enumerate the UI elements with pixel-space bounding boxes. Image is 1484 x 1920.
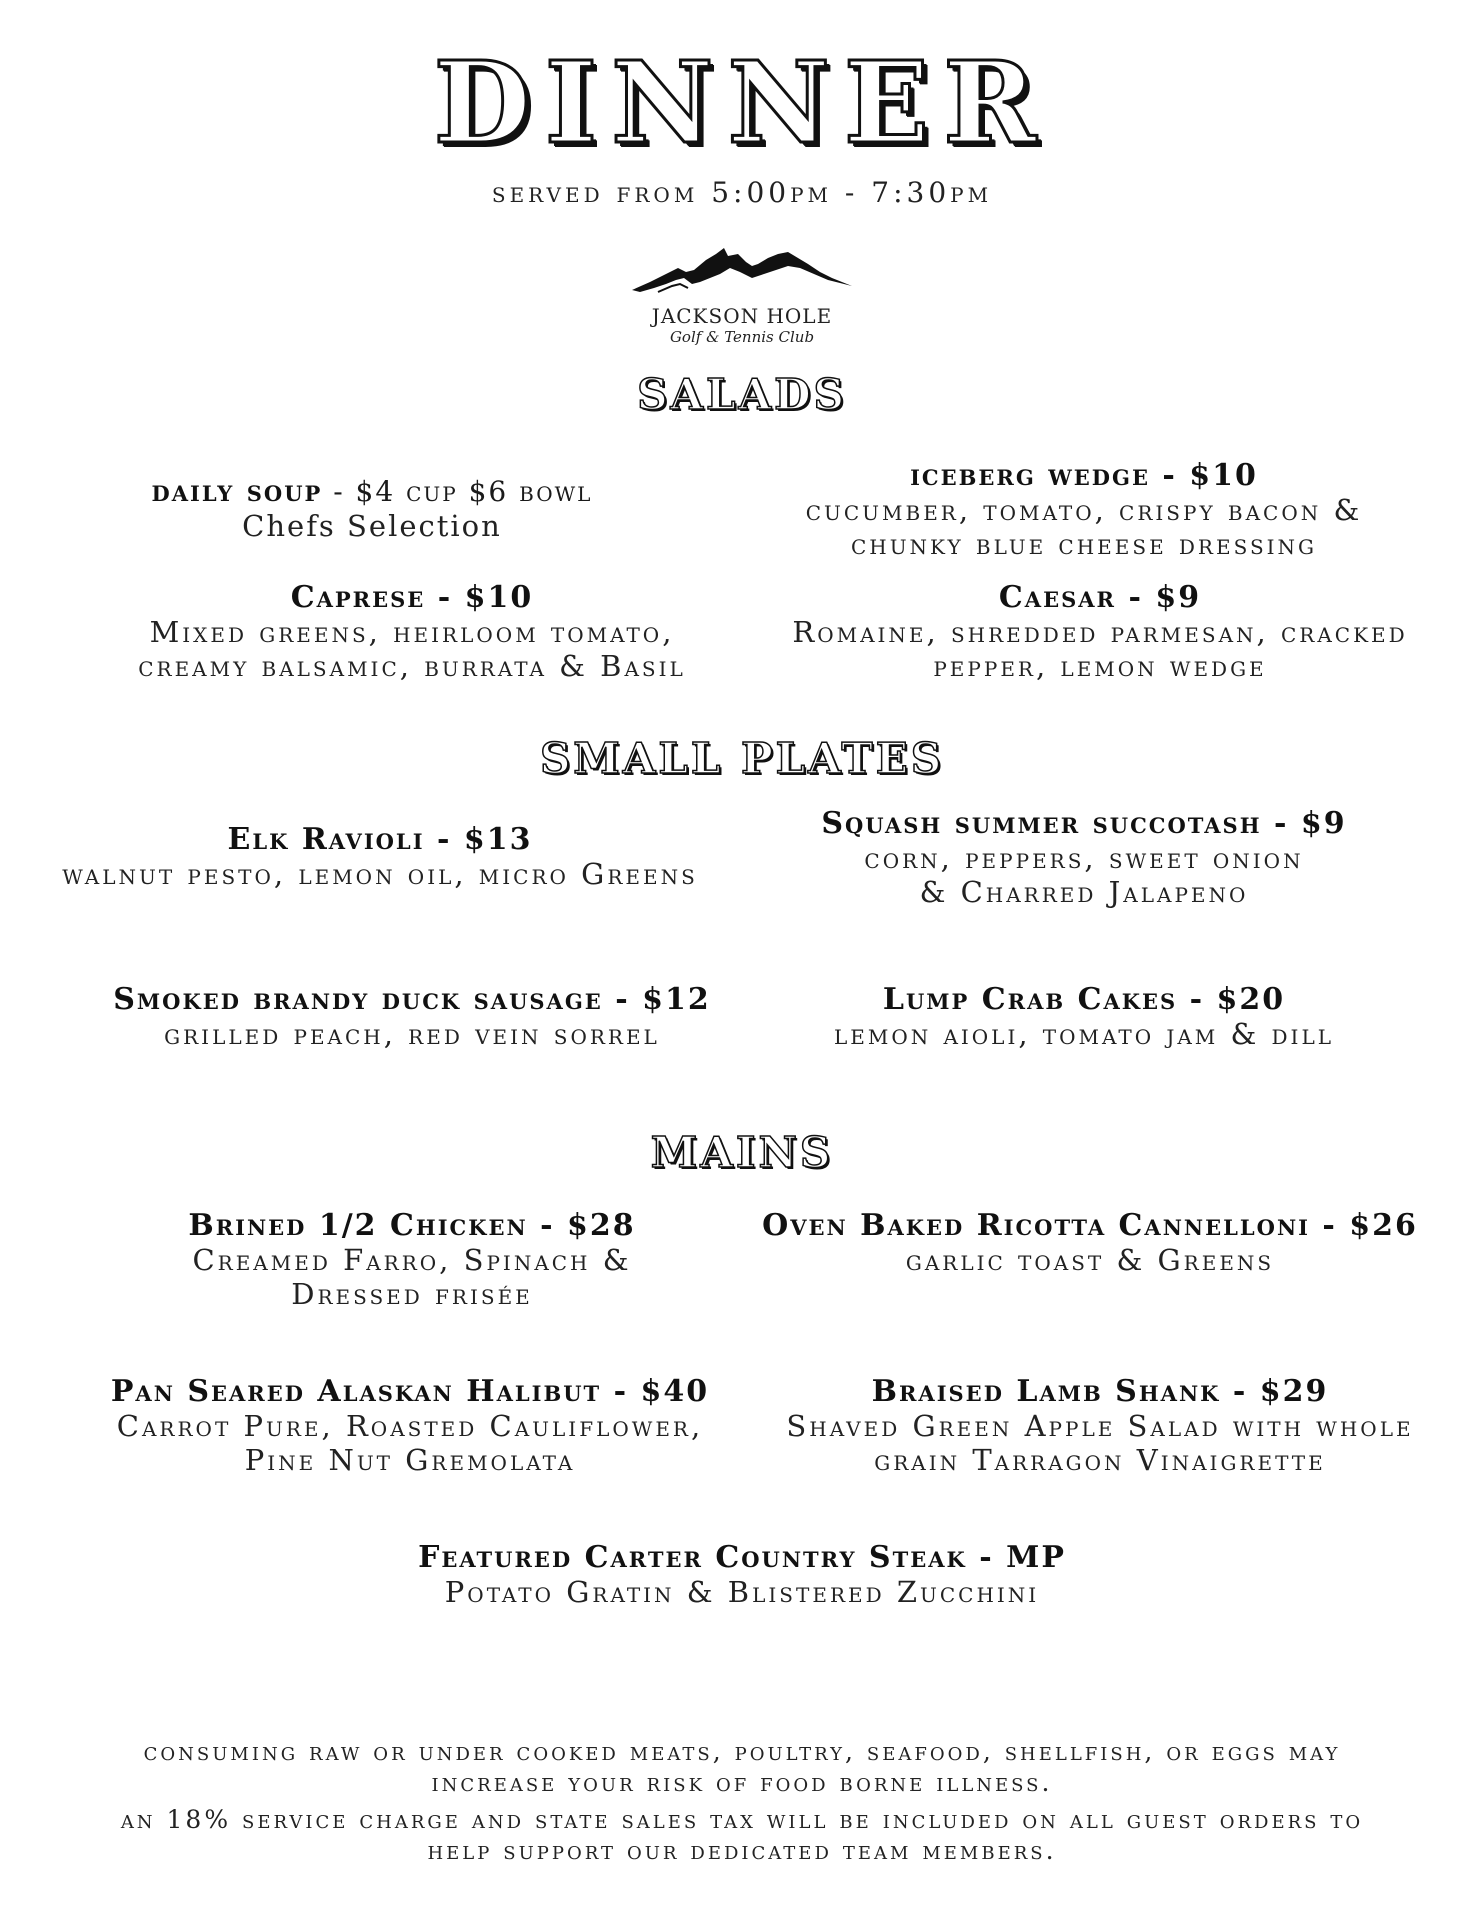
section-title-mains: MAINS [650,1128,834,1177]
item-description: grain Tarragon Vinaigrette [874,1443,1326,1477]
item-description: lemon aioli, tomato jam & dill [833,1017,1335,1051]
notice-line: consuming raw or under cooked meats, poultry, seafood, shellfish, or eggs may [143,1737,1341,1766]
menu-item-ricotta-cannelloni [740,1208,1440,1277]
item-name: Brined 1/2 Chicken - $28 [188,1208,636,1243]
menu-item-brined-chicken [92,1208,732,1311]
notice-line: an 18% service charge and state sales tax will be included on all guest orders to [120,1805,1364,1834]
menu-item-duck-sausage [92,982,732,1051]
notice-line: help support our dedicated team members. [427,1836,1057,1865]
item-price: - $4 cup $6 bowl [322,475,593,508]
item-name: Caprese - $10 [290,580,534,615]
item-name: Pan Seared Alaskan Halibut - $40 [110,1374,710,1409]
item-description: creamy balsamic, burrata & Basil [138,649,686,683]
menu-item-alaskan-halibut [60,1374,760,1477]
item-name: daily soup [151,474,323,509]
item-description: Carrot Pure, Roasted Cauliflower, [116,1409,704,1443]
item-name: Caesar - $9 [998,580,1202,615]
item-description: Chefs Selection [242,509,502,543]
item-name: Smoked brandy duck sausage - $12 [113,982,711,1017]
item-description: grilled peach, red vein sorrel [164,1017,660,1051]
menu-item-daily-soup [92,474,652,543]
menu-item-caprese [92,580,732,683]
item-name: Elk Ravioli - $13 [227,822,533,857]
item-description: Mixed greens, heirloom tomato, [149,615,675,649]
service-charge-notice [40,1804,1444,1866]
item-description: pepper, lemon wedge [933,649,1267,683]
menu-item-elk-ravioli [40,822,720,891]
food-safety-notice [40,1736,1444,1798]
item-description: Pine Nut Gremolata [244,1443,576,1477]
item-description: chunky blue cheese dressing [850,527,1318,561]
item-description: garlic toast & Greens [905,1243,1275,1277]
item-name: Featured Carter Country Steak - MP [418,1540,1066,1575]
mountain-icon [628,244,856,304]
club-logo [628,244,856,354]
item-description: Potato Gratin & Blistered Zucchini [444,1575,1040,1609]
item-description: & Charred Jalapeno [919,875,1249,909]
menu-item-caesar [740,580,1460,683]
item-description: Romaine, shredded parmesan, cracked [792,615,1408,649]
logo-club-name: JACKSON HOLE [651,304,833,328]
menu-item-lamb-shank [740,1374,1460,1477]
page-title: DINNER [433,38,1051,169]
service-hours: served from 5:00pm - 7:30pm [491,176,993,209]
notice-line: increase your risk of food borne illness. [431,1768,1053,1797]
item-description: cucumber, tomato, crispy bacon & [805,493,1363,527]
item-description: Dressed frisée [291,1277,533,1311]
item-description: Creamed Farro, Spinach & [192,1243,632,1277]
item-description: Shaved Green Apple Salad with whole [786,1409,1414,1443]
section-title-small-plates: SMALL PLATES [539,734,945,783]
item-name: Oven Baked Ricotta Cannelloni - $26 [762,1208,1418,1243]
item-name: Braised Lamb Shank - $29 [871,1374,1329,1409]
menu-item-iceberg-wedge [764,458,1404,561]
item-description: walnut pesto, lemon oil, micro Greens [62,857,698,891]
item-name: Squash summer succotash - $9 [821,806,1347,841]
menu-item-crab-cakes [764,982,1404,1051]
logo-tagline: Golf & Tennis Club [669,328,815,346]
item-description: corn, peppers, sweet onion [864,841,1304,875]
menu-item-squash-succotash [764,806,1404,909]
item-name: iceberg wedge - $10 [910,458,1258,493]
menu-item-featured-steak [342,1540,1142,1609]
section-title-salads: SALADS [637,370,847,419]
item-name: Lump Crab Cakes - $20 [882,982,1286,1017]
